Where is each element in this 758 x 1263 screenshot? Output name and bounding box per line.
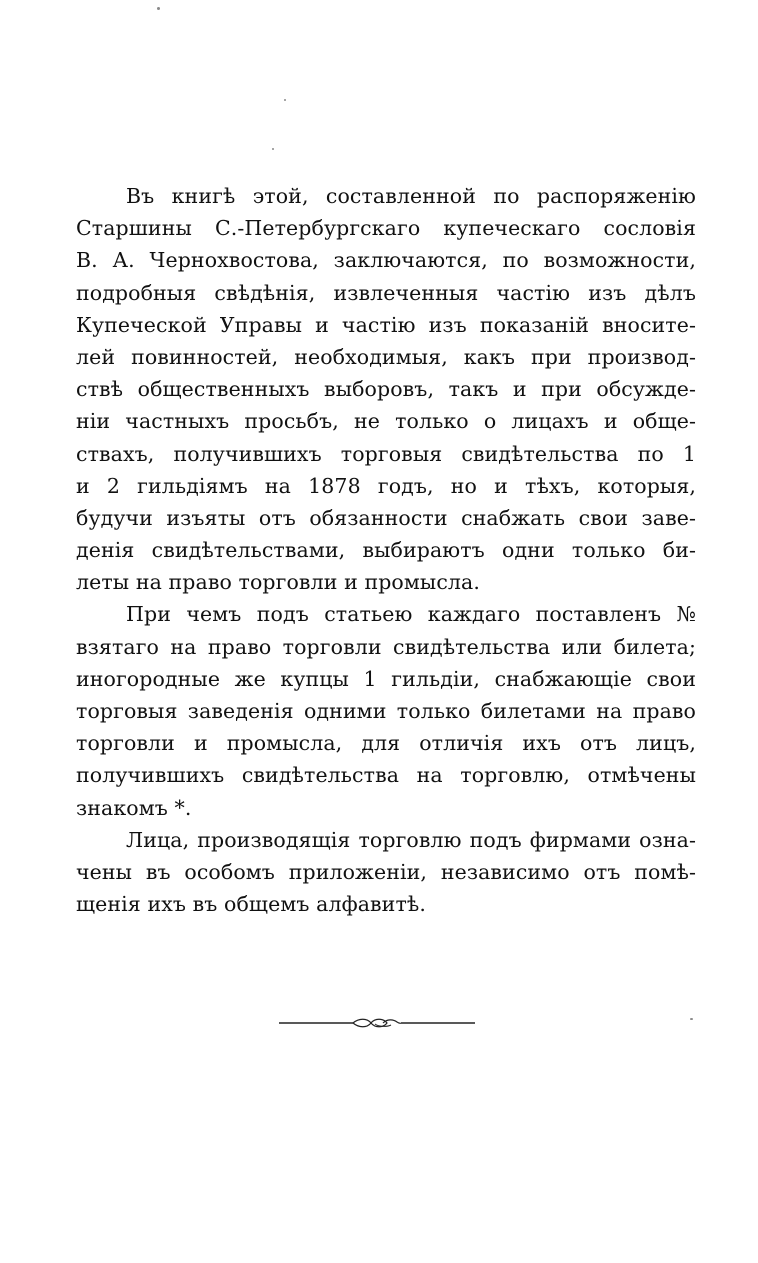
text-line: лей повинностей, необходимыя, какъ при производ- bbox=[76, 344, 696, 369]
text-line: иногородные же купцы 1 гильдіи, снабжающіе свои bbox=[76, 666, 696, 691]
text-line: ніи частныхъ просьбъ, не только о лицахъ и обще- bbox=[76, 409, 696, 434]
decorative-rule-with-flourish-icon bbox=[279, 1014, 475, 1032]
text-line: Въ книгѣ этой, составленной по распоряженію bbox=[126, 184, 696, 208]
print-speck bbox=[284, 99, 286, 101]
text-line: взятаго на право торговли свидѣтельства или билета; bbox=[76, 634, 696, 659]
text-line: При чемъ подъ статьею каждаго поставленъ № bbox=[126, 602, 696, 627]
paragraph-3 bbox=[76, 824, 696, 921]
text-line: торговли и промысла, для отличія ихъ отъ лицъ, bbox=[76, 731, 696, 756]
text-line: леты на право торговли и промысла. bbox=[76, 570, 480, 595]
text-line: будучи изъяты отъ обязанности снабжать свои заве- bbox=[76, 505, 696, 530]
text-line: ствѣ общественныхъ выборовъ, такъ и при обсужде- bbox=[76, 377, 696, 402]
text-line: и 2 гильдіямъ на 1878 годъ, но и тѣхъ, которыя, bbox=[76, 473, 696, 498]
print-speck bbox=[157, 7, 160, 10]
paragraph-2 bbox=[76, 598, 696, 823]
text-line: знакомъ *. bbox=[76, 795, 192, 820]
text-line: В. А. Чернохвостова, заключаются, по возможности, bbox=[76, 248, 696, 273]
body-text bbox=[76, 180, 696, 920]
text-line: торговыя заведенія одними только билетами на право bbox=[76, 699, 696, 723]
print-speck bbox=[272, 148, 274, 150]
paragraph-1 bbox=[76, 180, 696, 598]
text-line: чены въ особомъ приложеніи, независимо отъ помѣ- bbox=[76, 859, 696, 884]
text-line: получившихъ свидѣтельства на торговлю, отмѣчены bbox=[76, 763, 696, 788]
text-line: денія свидѣтельствами, выбираютъ одни только би- bbox=[76, 538, 696, 563]
text-line: щенія ихъ въ общемъ алфавитѣ. bbox=[76, 892, 426, 917]
text-line: Старшины С.-Петербургскаго купеческаго сословія bbox=[76, 216, 696, 241]
text-line: Купеческой Управы и частію изъ показаній вносите- bbox=[76, 312, 696, 337]
text-line: ствахъ, получившихъ торговыя свидѣтельства по 1 bbox=[76, 441, 696, 466]
text-line: Лица, производящія торговлю подъ фирмами озна- bbox=[126, 827, 696, 852]
print-speck bbox=[690, 1018, 693, 1020]
text-line: подробныя свѣдѣнія, извлеченныя частію изъ дѣлъ bbox=[76, 280, 696, 305]
